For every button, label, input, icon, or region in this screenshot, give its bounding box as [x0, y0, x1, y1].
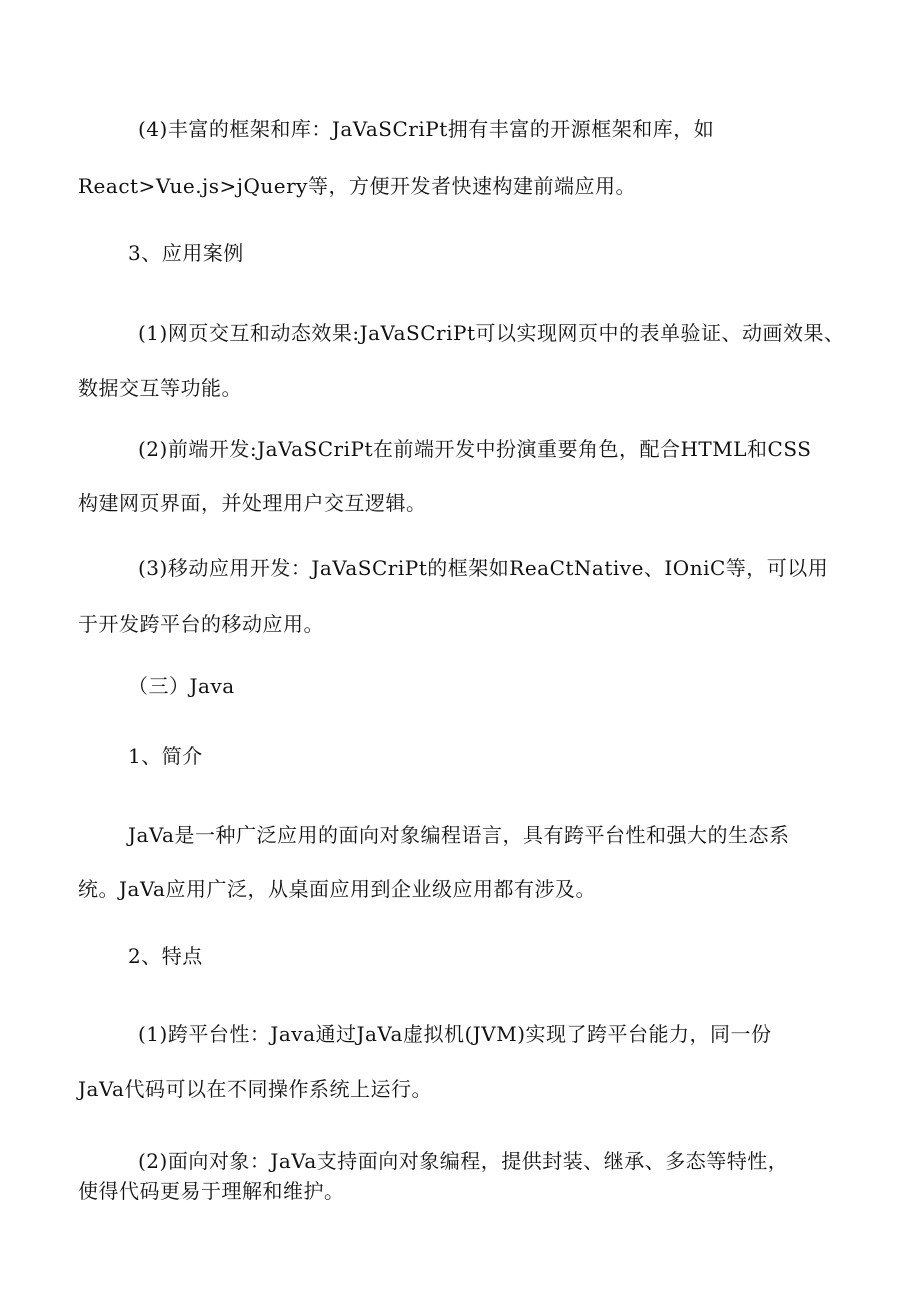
heading-application-cases: 3、应用案例 [128, 241, 244, 265]
paragraph-frontend-line-1: (2)前端开发:JaVaSCriPt在前端开发中扮演重要角色，配合HTML和CSS [138, 437, 812, 461]
paragraph-mobile-line-2: 于开发跨平台的移动应用。 [78, 612, 324, 636]
paragraph-oop-line-1: (2)面向对象：JaVa支持面向对象编程，提供封装、继承、多态等特性， [138, 1149, 789, 1173]
paragraph-frameworks-line-2: React>Vue.js>jQuery等，方便开发者快速构建前端应用。 [78, 174, 636, 198]
paragraph-frameworks-line-1: (4)丰富的框架和库：JaVaSCriPt拥有丰富的开源框架和库，如 [138, 117, 715, 141]
heading-features: 2、特点 [128, 944, 203, 968]
paragraph-crossplatform-line-1: (1)跨平台性：Java通过JaVa虚拟机(JVM)实现了跨平台能力，同一份 [138, 1022, 772, 1046]
heading-section-java: （三）Java [128, 674, 235, 698]
paragraph-mobile-line-1: (3)移动应用开发：JaVaSCriPt的框架如ReaCtNative、IOniC等，可以用 [138, 556, 829, 580]
paragraph-intro-line-1: JaVa是一种广泛应用的面向对象编程语言，具有跨平台性和强大的生态系 [128, 823, 790, 847]
paragraph-intro-line-2: 统。JaVa应用广泛，从桌面应用到企业级应用都有涉及。 [78, 877, 596, 901]
heading-intro: 1、简介 [128, 744, 203, 768]
paragraph-interaction-line-2: 数据交互等功能。 [78, 376, 242, 400]
paragraph-interaction-line-1: (1)网页交互和动态效果:JaVaSCriPt可以实现网页中的表单验证、动画效果、 [138, 321, 845, 345]
paragraph-frontend-line-2: 构建网页界面，并处理用户交互逻辑。 [78, 491, 427, 515]
paragraph-oop-line-2: 使得代码更易于理解和维护。 [78, 1179, 345, 1203]
paragraph-crossplatform-line-2: JaVa代码可以在不同操作系统上运行。 [78, 1077, 432, 1101]
